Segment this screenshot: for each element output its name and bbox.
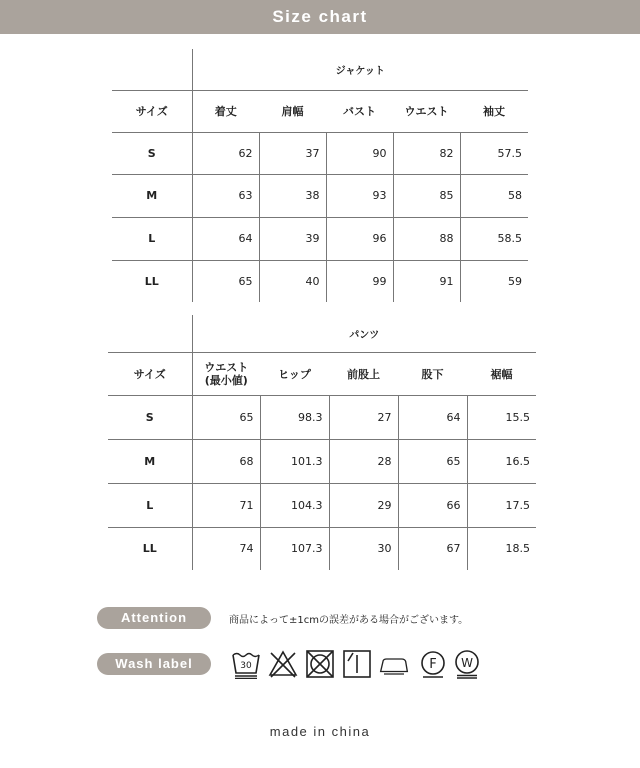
- measurement-cell: 99: [326, 260, 393, 302]
- size-label: M: [112, 174, 192, 217]
- pants-size-header: サイズ: [108, 352, 192, 395]
- size-label: S: [112, 132, 192, 174]
- svg-text:30: 30: [240, 661, 252, 671]
- attention-pill: Attention: [97, 607, 211, 629]
- pants-corner: [108, 315, 192, 352]
- measurement-cell: 18.5: [505, 542, 531, 556]
- measurement-cell: 40: [259, 260, 326, 302]
- table-row: [108, 483, 536, 527]
- measurement-cell: 15.5: [467, 395, 536, 439]
- measurement-cell: 39: [259, 217, 326, 260]
- measurement-cell: 104.3: [260, 483, 329, 527]
- measurement-cell: 107.3: [260, 527, 329, 570]
- size-label: LL: [112, 260, 192, 302]
- size-label: S: [108, 395, 192, 439]
- jacket-size-table: [112, 49, 528, 302]
- measurement-cell: 37: [259, 132, 326, 174]
- measurement-cell: 93: [326, 174, 393, 217]
- measurement-cell: 98.3: [260, 395, 329, 439]
- page-title: Size chart: [0, 0, 640, 34]
- measurement-cell: 74: [192, 527, 260, 570]
- size-label: L: [112, 217, 192, 260]
- pants-size-table: [108, 315, 536, 570]
- measurement-cell: 85: [393, 174, 460, 217]
- measurement-cell: 63: [192, 174, 259, 217]
- measurement-cell: 27: [329, 395, 398, 439]
- measurement-cell: 101.3: [260, 439, 329, 483]
- table-row: [108, 395, 536, 439]
- wet-clean-w-icon: [452, 649, 482, 679]
- measurement-cell: 58: [460, 174, 528, 217]
- size-label: L: [108, 483, 192, 527]
- drip-dry-icon: [342, 649, 372, 679]
- measurement-cell: 38: [259, 174, 326, 217]
- measurement-cell: 17.5: [467, 483, 536, 527]
- table-row: [112, 217, 528, 260]
- measurement-cell: 62: [192, 132, 259, 174]
- table-row: [112, 174, 528, 217]
- measurement-cell: 91: [393, 260, 460, 302]
- measurement-cell: 29: [329, 483, 398, 527]
- pants-caption: パンツ: [192, 315, 536, 352]
- measurement-cell: 58.5: [460, 217, 528, 260]
- measurement-cell: 57.5: [460, 132, 528, 174]
- table-row: [112, 260, 528, 302]
- pants-col-header: ヒップ: [260, 352, 329, 395]
- measurement-cell: 88: [393, 217, 460, 260]
- table-row: [108, 527, 536, 570]
- wash-label-pill: Wash label: [97, 653, 211, 675]
- pants-col-header: ウエスト (最小値): [192, 352, 260, 395]
- measurement-cell: 96: [326, 217, 393, 260]
- size-label: M: [108, 439, 192, 483]
- jacket-col-header: 肩幅: [259, 90, 326, 132]
- measurement-cell: 64: [398, 395, 467, 439]
- no-tumble-dry-icon: [305, 649, 335, 679]
- jacket-size-header: サイズ: [112, 90, 192, 132]
- measurement-cell: 82: [393, 132, 460, 174]
- iron-low-icon: [379, 649, 409, 679]
- table-row: [108, 439, 536, 483]
- jacket-col-header: 袖丈: [460, 90, 528, 132]
- measurement-cell: 71: [192, 483, 260, 527]
- measurement-cell: 65: [192, 260, 259, 302]
- jacket-col-header: バスト: [326, 90, 393, 132]
- table-row: [112, 132, 528, 174]
- jacket-col-header: 着丈: [192, 90, 259, 132]
- measurement-cell: 64: [192, 217, 259, 260]
- no-bleach-icon: [268, 649, 298, 679]
- measurement-cell: 28: [329, 439, 398, 483]
- measurement-cell: 65: [398, 439, 467, 483]
- measurement-cell: 65: [192, 395, 260, 439]
- measurement-cell: 66: [398, 483, 467, 527]
- pants-col-header: 前股上: [329, 352, 398, 395]
- attention-note: 商品によって±1cmの誤差がある場合がございます。: [229, 615, 469, 626]
- jacket-corner: [112, 49, 192, 90]
- svg-text:F: F: [429, 657, 437, 672]
- dry-clean-f-icon: [418, 649, 448, 679]
- measurement-cell: 16.5: [467, 439, 536, 483]
- wash-tub-30-icon: [231, 649, 261, 679]
- measurement-cell: 67: [398, 527, 467, 570]
- measurement-cell: 90: [326, 132, 393, 174]
- pants-col-header: 裾幅: [467, 352, 536, 395]
- jacket-col-header: ウエスト: [393, 90, 460, 132]
- origin-label: made in china: [269, 724, 371, 739]
- svg-text:W: W: [461, 656, 473, 670]
- pants-col-header: 股下: [398, 352, 467, 395]
- measurement-cell: 68: [192, 439, 260, 483]
- measurement-cell: 30: [329, 527, 398, 570]
- jacket-caption: ジャケット: [192, 49, 528, 90]
- measurement-cell: 59: [508, 274, 523, 288]
- size-label: LL: [108, 527, 192, 570]
